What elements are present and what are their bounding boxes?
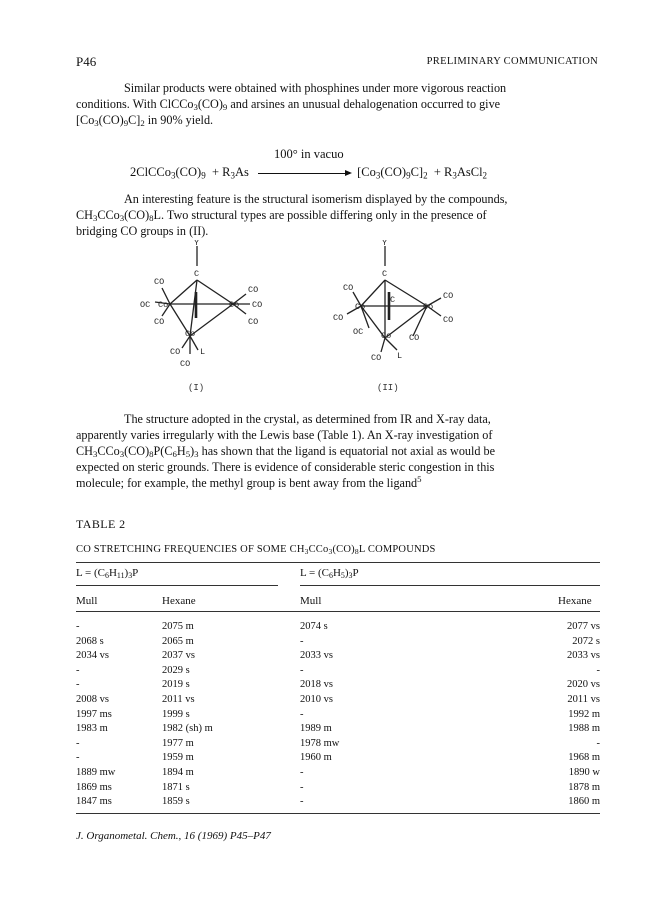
- label-co: CO: [154, 317, 165, 327]
- table-cell: 2065 m: [162, 635, 194, 647]
- table-cell: -: [596, 737, 600, 749]
- column-header-hexane-1: Hexane: [162, 595, 196, 607]
- group-header-1: $L = (C_6H_{11})_3P$: [76, 567, 139, 580]
- table-header-rule: [76, 611, 600, 612]
- table-cell: 1968 m: [568, 752, 600, 764]
- table-cell: 1959 m: [162, 752, 194, 764]
- reaction-equation: 100° in vacuo $2ClCCo_3(CO)_9 + R_3As$ $[Co_3(CO)_9C]_2$ + $R_3AsCl_2$: [130, 147, 488, 181]
- label-l: L: [200, 347, 206, 357]
- table-cell: 1860 m: [568, 796, 600, 808]
- table-cell: -: [76, 621, 80, 632]
- journal-citation: J. Organometal. Chem., 16 (1969) P45–P47: [76, 830, 271, 842]
- label-co: CO: [154, 277, 165, 287]
- table-cell: 2068 s: [76, 635, 104, 647]
- table-cell: 2033 vs: [300, 650, 333, 662]
- table-cell: 2037 vs: [162, 650, 195, 662]
- label-co-atom: Co: [355, 302, 366, 312]
- table-cell: 1847 ms: [76, 796, 112, 808]
- table-cell: 2020 vs: [567, 679, 600, 691]
- table-title: TABLE 2: [76, 517, 126, 531]
- table-cell: -: [300, 781, 304, 793]
- group-rule-1: [76, 585, 278, 586]
- table-cell: 2029 s: [162, 664, 190, 676]
- table-cell: 1894 m: [162, 766, 194, 778]
- group-rule-2: [300, 585, 600, 586]
- column-header-mull-2: Mull: [300, 595, 322, 607]
- table-caption: CO STRETCHING FREQUENCIES OF SOME $CH_3CCo_3(CO)_8L$ COMPOUNDS: [76, 544, 436, 556]
- label-co-atom: Co: [229, 300, 240, 310]
- table-cell: 1977 m: [162, 737, 194, 749]
- label-y: Y: [194, 240, 200, 248]
- table-cell: 2072 s: [572, 635, 600, 647]
- label-co-atom: Co: [158, 300, 169, 310]
- group-header-2: $L = (C_6H_5)_3P$: [300, 567, 359, 580]
- page-number: P46: [76, 54, 97, 69]
- label-co: CO: [443, 315, 454, 325]
- label-co-atom: Co: [423, 302, 434, 312]
- label-co: CO: [343, 283, 354, 293]
- table-cell: 2010 vs: [300, 693, 333, 705]
- table-cell: -: [76, 679, 80, 691]
- table-cell: 1983 m: [76, 723, 108, 735]
- table-cell: 1960 m: [300, 752, 332, 764]
- label-co: CO: [409, 333, 420, 343]
- table-cell: 2033 vs: [567, 650, 600, 662]
- label-co: CO: [180, 359, 191, 369]
- table-cell: 2034 vs: [76, 650, 109, 662]
- table-cell: -: [76, 752, 80, 764]
- label-co: CO: [248, 317, 259, 327]
- table-cell: -: [300, 635, 304, 647]
- label-co: CO: [248, 285, 259, 295]
- table-cell: 2011 vs: [162, 693, 195, 705]
- table-cell: 1988 m: [568, 723, 600, 735]
- label-co: CO: [443, 291, 454, 301]
- table-cell: 1997 ms: [76, 708, 112, 720]
- column-mull-1: [76, 620, 115, 810]
- table-cell: 1889 mw: [76, 766, 116, 778]
- reaction-condition: 100° in vacuo: [274, 147, 344, 161]
- table-cell: 1999 s: [162, 708, 190, 720]
- label-oc: OC: [353, 327, 364, 337]
- table-cell: -: [300, 766, 304, 778]
- column-hexane-2: [548, 620, 600, 810]
- table-cell: 1978 mw: [300, 737, 340, 749]
- table-cell: 2008 vs: [76, 693, 109, 705]
- label-c: C: [382, 269, 388, 279]
- table-cell: 1982 (sh) m: [162, 723, 213, 735]
- structure-II-diagram: [325, 240, 495, 400]
- table-cell: -: [300, 664, 304, 676]
- label-c: C: [194, 269, 200, 279]
- table-cell: 1890 w: [568, 766, 600, 778]
- table-cell: 2019 s: [162, 679, 190, 691]
- table-cell: 2011 vs: [567, 693, 600, 705]
- table-cell: 1992 m: [568, 708, 600, 720]
- label-co: CO: [170, 347, 181, 357]
- label-co: CO: [371, 353, 382, 363]
- running-title: PRELIMINARY COMMUNICATION: [426, 56, 598, 67]
- structure-I-diagram: [140, 240, 310, 400]
- table-cell: 1871 s: [162, 781, 190, 793]
- table-cell: 1878 m: [568, 781, 600, 793]
- table-top-rule: [76, 562, 600, 563]
- column-mull-2: [300, 620, 339, 810]
- label-co: CO: [333, 313, 344, 323]
- label-co: CO: [252, 300, 263, 310]
- paragraph-1: Similar products were obtained with phosphines under more vigorous reaction conditions. With $ClCCo_3(CO)_9$ and arsines an unusual dehalogenation occurred to give $[Co_3(CO)_9C]_2$ in 90% yield.: [76, 81, 507, 129]
- table-cell: -: [300, 708, 304, 720]
- label-l: L: [397, 351, 403, 361]
- table-cell: -: [76, 737, 80, 749]
- paragraph-2: An interesting feature is the structural isomerism displayed by the compounds, $CH_3CCo_3(CO)_8L$. Two structural types are possible differing only in the presence of bridging CO groups in (II).: [76, 192, 508, 238]
- table-cell: 2075 m: [162, 621, 194, 632]
- label-co-atom: Co: [381, 331, 392, 341]
- table-cell: 1989 m: [300, 723, 332, 735]
- column-hexane-1: [162, 620, 213, 810]
- table-cell: -: [76, 664, 80, 676]
- table-cell: 1859 s: [162, 796, 190, 808]
- column-header-mull-1: Mull: [76, 595, 98, 607]
- label-y: Y: [382, 240, 388, 248]
- label-c: C: [390, 295, 396, 305]
- reaction-arrow-icon: [258, 173, 350, 174]
- structure-I-caption: (I): [188, 383, 205, 393]
- table-cell: 2074 s: [300, 621, 328, 632]
- structure-II-caption: (II): [377, 383, 399, 393]
- table-bottom-rule: [76, 813, 600, 814]
- table-cell: 1869 ms: [76, 781, 112, 793]
- table-cell: -: [596, 664, 600, 676]
- table-cell: -: [300, 796, 304, 808]
- table-cell: 2077 vs: [567, 621, 600, 632]
- paragraph-3: The structure adopted in the crystal, as determined from IR and X-ray data, apparently varies irregularly with the Lewis base (Table 1). An X-ray investigation of $CH_3CCo_3(CO)_8P(C_6H_5)_3$ has shown that the ligand is equatorial not axial as would be expected on steric grounds. There is evidence of considerable steric congestion in this molecule; for example, the methyl group is bent away from the ligand$^5$: [76, 412, 496, 490]
- label-co-atom: Co: [185, 329, 196, 339]
- column-header-hexane-2: Hexane: [558, 595, 592, 607]
- table-cell: 2018 vs: [300, 679, 333, 691]
- label-oc: OC: [140, 300, 151, 310]
